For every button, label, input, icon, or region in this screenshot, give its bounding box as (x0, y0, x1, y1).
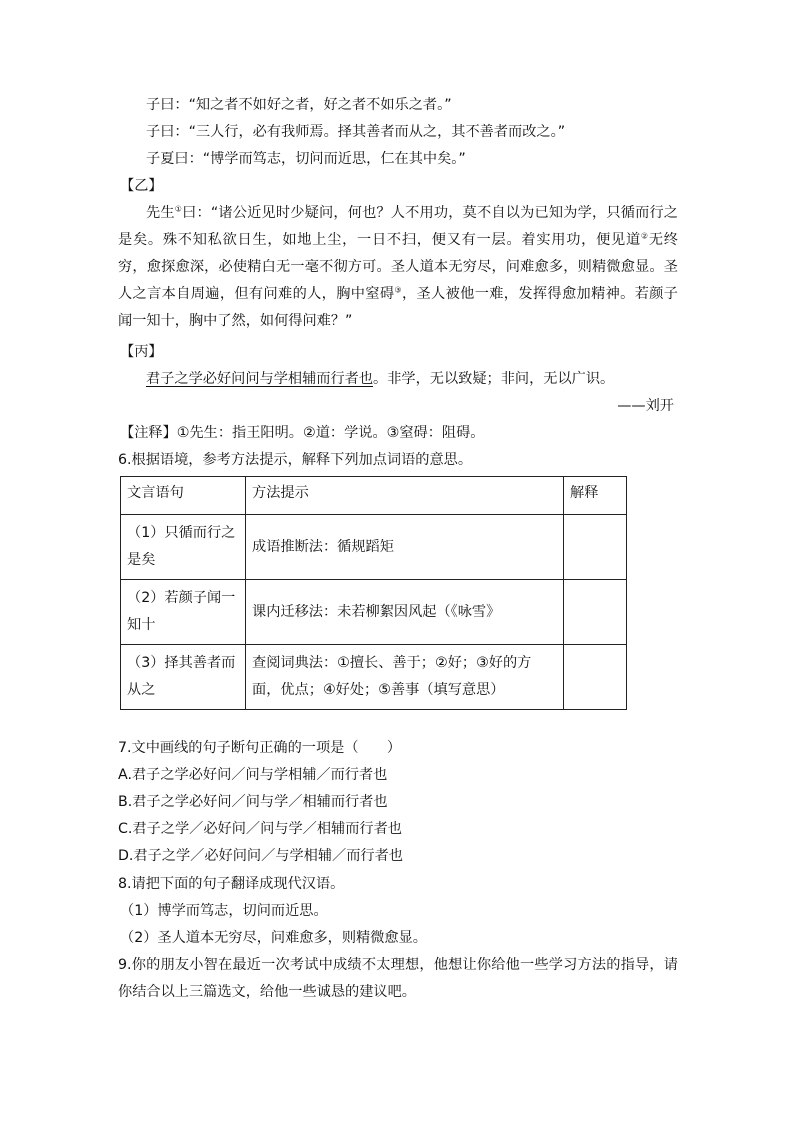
q6-answer-cell-2[interactable] (564, 580, 627, 645)
q8-item-2: （2）圣人道本无穷尽，问难愈多，则精微愈显。 (120, 930, 427, 946)
yi-heading: 【乙】 (120, 178, 163, 194)
q6-sentence-1: （1）只循而行之是矣 (121, 515, 246, 580)
table-row (121, 515, 627, 580)
q6-header-sentence: 文言语句 (121, 477, 246, 515)
q6-header-answer: 解释 (564, 477, 627, 515)
q6-method-1: 成语推断法：循规蹈矩 (246, 515, 564, 580)
q6-sentence-3: （3）择其善者而从之 (121, 645, 246, 710)
q7-option-d[interactable]: D.君子之学／必好问问／与学相辅／而行者也 (118, 848, 403, 864)
q6-prompt: 6.根据语境，参考方法提示，解释下列加点词语的意思。 (118, 452, 473, 468)
q6-method-2: 课内迁移法：未若柳絮因风起（《咏雪》 (246, 580, 564, 645)
yi-text-c: ，圣人被他一难，发挥得愈加精神。若颜子闻一知十，胸中了然，如何得问难？” (118, 286, 678, 329)
note-mark-3: ③ (394, 285, 402, 295)
notes: 【注释】①先生：指王阳明。②道：学说。③窒碍：阻碍。 (120, 425, 485, 441)
q8-item-1: （1）博学而笃志，切问而近思。 (120, 903, 328, 919)
jia-line-2: 子曰：“三人行，必有我师焉。择其善者而从之，其不善者而改之。” (146, 124, 566, 140)
q7-prompt: 7.文中画线的句子断句正确的一项是（ ） (118, 740, 402, 756)
q6-header-method: 方法提示 (246, 477, 564, 515)
jia-line-3: 子夏曰：“博学而笃志，切问而近思，仁在其中矣。” (146, 151, 466, 167)
q6-table (120, 476, 627, 710)
q7-option-c[interactable]: C.君子之学／必好问／问与学／相辅而行者也 (118, 821, 402, 837)
q6-answer-cell-1[interactable] (564, 515, 627, 580)
bing-line (146, 366, 614, 393)
yi-speaker: 先生 (146, 205, 175, 221)
q6-method-3: 查阅词典法：①擅长、善于；②好；③好的方面，优点；④好处；⑤善事（填写意思） (246, 645, 564, 710)
yi-text-a: 曰：“诸公近见时少疑问，何也？人不用功，莫不自以为已知为学，只循而行之是矣。殊不知私欲日生，如地上尘，一日不扫，便又有一层。着实用功，便见道 (118, 205, 678, 248)
yi-text-b: 无终穷，愈探愈深，必使精白无一毫不彻方可。圣人道本无穷尽，问难愈多，则精微愈显。圣人之言本自周遍，但有问难的人，胸中窒碍 (118, 232, 678, 302)
q9-prompt: 9.你的朋友小智在最近一次考试中成绩不太理想，他想让你给他一些学习方法的指导，请你结合以上三篇选文，给他一些诚恳的建议吧。 (118, 957, 678, 1000)
table-row (121, 580, 627, 645)
q7-option-a[interactable]: A.君子之学必好问／问与学相辅／而行者也 (118, 767, 388, 783)
q8-prompt: 8.请把下面的句子翻译成现代汉语。 (118, 876, 345, 892)
q6-header-row (121, 477, 627, 515)
q6-answer-cell-3[interactable] (564, 645, 627, 710)
bing-rest: 。非学，无以致疑；非问，无以广识。 (373, 371, 615, 387)
bing-heading: 【丙】 (120, 344, 163, 360)
bing-underlined-sentence: 君子之学必好问问与学相辅而行者也 (146, 371, 374, 387)
note-mark-2: ② (640, 231, 649, 241)
q6-sentence-2: （2）若颜子闻一知十 (121, 580, 246, 645)
yi-paragraph (118, 200, 678, 335)
note-mark-1: ① (174, 204, 183, 214)
bing-attribution: ——刘开 (617, 398, 674, 414)
table-row (121, 645, 627, 710)
jia-line-1: 子曰：“知之者不如好之者，好之者不如乐之者。” (146, 97, 452, 113)
q7-option-b[interactable]: B.君子之学必好问／问与学／相辅而行者也 (118, 794, 388, 810)
